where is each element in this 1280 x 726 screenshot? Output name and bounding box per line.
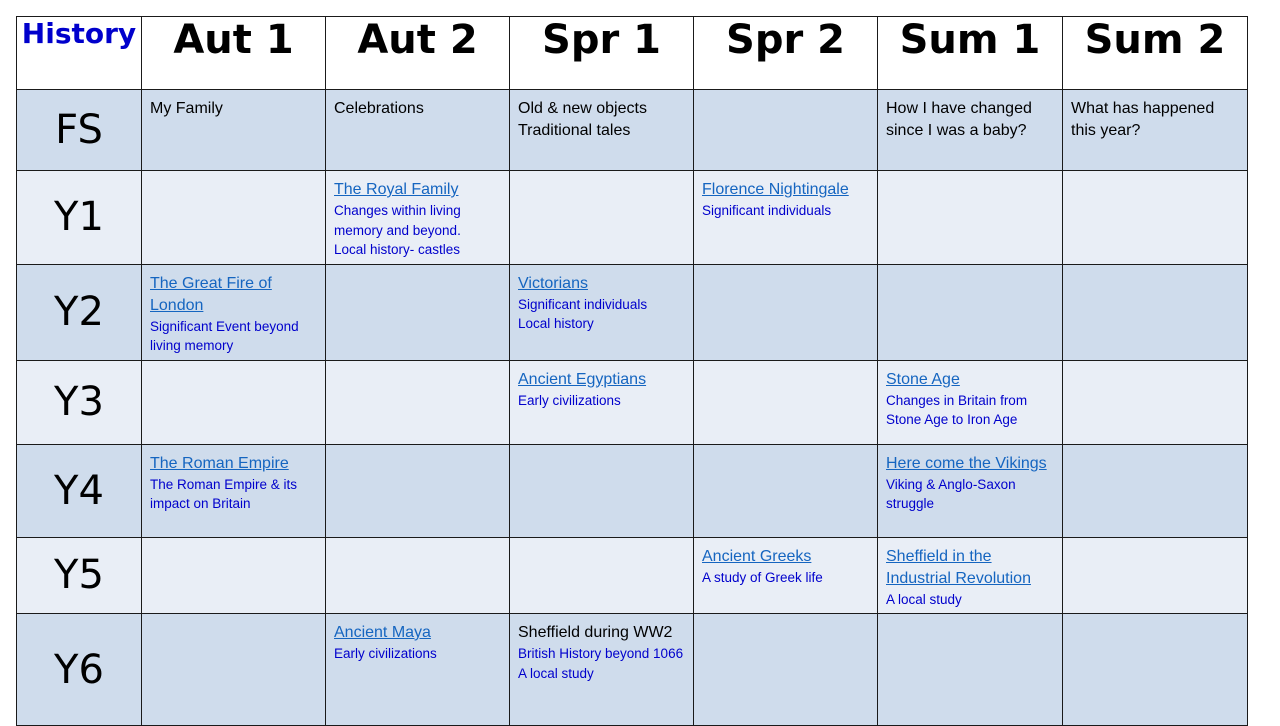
topic-description: Changes in Britain from Stone Age to Iron Age — [886, 392, 1028, 427]
topic-description: Early civilizations — [334, 646, 437, 661]
year-label: Y4 — [17, 444, 142, 537]
topic-cell — [1063, 537, 1248, 614]
topic-link[interactable]: Ancient Greeks — [702, 547, 812, 565]
topic-cell — [510, 360, 694, 444]
topic-cell — [878, 537, 1063, 614]
topic-cell — [326, 614, 510, 726]
year-label: Y5 — [17, 537, 142, 614]
topic-link[interactable]: Stone Age — [886, 370, 960, 388]
topic-link[interactable]: The Roman Empire — [150, 454, 289, 472]
topic-cell — [510, 264, 694, 360]
topic-cell — [142, 90, 326, 171]
subject-heading: History — [17, 17, 142, 90]
topic-description: Local history — [518, 316, 594, 331]
topic-cell — [1063, 90, 1248, 171]
term-heading-aut-2: Aut 2 — [326, 17, 510, 90]
topic-cell — [694, 264, 878, 360]
topic-description: The Roman Empire & its impact on Britain — [150, 476, 298, 511]
topic-text: What has happened this year? — [1071, 100, 1215, 139]
topic-link[interactable]: Ancient Egyptians — [518, 370, 647, 388]
year-label: FS — [17, 90, 142, 171]
topic-text: Celebrations — [334, 100, 424, 117]
term-heading-spr-2: Spr 2 — [694, 17, 878, 90]
topic-description: Significant Event beyond living memory — [150, 318, 299, 353]
table-row — [17, 171, 1248, 265]
header-row — [17, 17, 1248, 90]
topic-description: Changes within living memory and beyond. — [334, 203, 461, 238]
topic-cell — [1063, 264, 1248, 360]
topic-link[interactable]: Victorians — [518, 274, 588, 292]
table-row — [17, 264, 1248, 360]
topic-cell — [878, 90, 1063, 171]
topic-cell — [142, 537, 326, 614]
topic-cell — [510, 614, 694, 726]
table-row — [17, 444, 1248, 537]
topic-cell — [878, 614, 1063, 726]
topic-cell — [326, 90, 510, 171]
curriculum-table — [16, 16, 1248, 726]
topic-description: A local study — [518, 665, 594, 681]
topic-cell — [878, 444, 1063, 537]
topic-cell — [510, 90, 694, 171]
topic-link[interactable]: Sheffield in the Industrial Revolution — [886, 547, 1031, 587]
topic-cell — [1063, 360, 1248, 444]
year-label: Y3 — [17, 360, 142, 444]
topic-cell — [510, 537, 694, 614]
topic-cell — [142, 444, 326, 537]
topic-link[interactable]: Florence Nightingale — [702, 181, 849, 198]
topic-cell — [694, 614, 878, 726]
topic-cell — [694, 90, 878, 171]
table-row — [17, 537, 1248, 614]
topic-cell — [694, 444, 878, 537]
year-label: Y2 — [17, 264, 142, 360]
topic-link[interactable]: Here come the Vikings — [886, 454, 1047, 472]
topic-link[interactable]: The Royal Family — [334, 181, 459, 198]
table-row — [17, 614, 1248, 726]
topic-text: Sheffield during WW2 — [518, 624, 673, 641]
topic-description: British History beyond 1066 — [518, 646, 684, 661]
topic-cell — [510, 444, 694, 537]
topic-cell — [694, 537, 878, 614]
topic-text: My Family — [150, 100, 223, 117]
topic-cell — [510, 171, 694, 265]
topic-description: Significant individuals — [702, 203, 832, 218]
topic-cell — [142, 360, 326, 444]
topic-text: How I have changed since I was a baby? — [886, 100, 1032, 139]
topic-cell — [694, 171, 878, 265]
year-label: Y6 — [17, 614, 142, 726]
topic-cell — [1063, 614, 1248, 726]
topic-description: Local history- castles — [334, 242, 461, 257]
topic-cell — [326, 360, 510, 444]
table-row — [17, 360, 1248, 444]
topic-cell — [142, 264, 326, 360]
topic-text: Old & new objects Traditional tales — [518, 100, 647, 139]
topic-cell — [326, 444, 510, 537]
topic-cell — [878, 264, 1063, 360]
topic-cell — [326, 537, 510, 614]
topic-cell — [326, 264, 510, 360]
topic-cell — [694, 360, 878, 444]
term-heading-sum-1: Sum 1 — [878, 17, 1063, 90]
topic-cell — [142, 614, 326, 726]
table-row — [17, 90, 1248, 171]
topic-description: A local study — [886, 591, 962, 607]
topic-description: Viking & Anglo-Saxon struggle — [886, 476, 1016, 511]
year-label: Y1 — [17, 171, 142, 265]
term-heading-spr-1: Spr 1 — [510, 17, 694, 90]
topic-cell — [1063, 444, 1248, 537]
topic-cell — [878, 171, 1063, 265]
topic-cell — [1063, 171, 1248, 265]
topic-cell — [878, 360, 1063, 444]
topic-description: Early civilizations — [518, 392, 621, 408]
term-heading-sum-2: Sum 2 — [1063, 17, 1248, 90]
topic-description: A study of Greek life — [702, 569, 823, 585]
topic-cell — [142, 171, 326, 265]
topic-link[interactable]: Ancient Maya — [334, 624, 431, 641]
term-heading-aut-1: Aut 1 — [142, 17, 326, 90]
topic-cell — [326, 171, 510, 265]
topic-link[interactable]: The Great Fire of London — [150, 274, 272, 314]
topic-description: Significant individuals — [518, 296, 648, 312]
